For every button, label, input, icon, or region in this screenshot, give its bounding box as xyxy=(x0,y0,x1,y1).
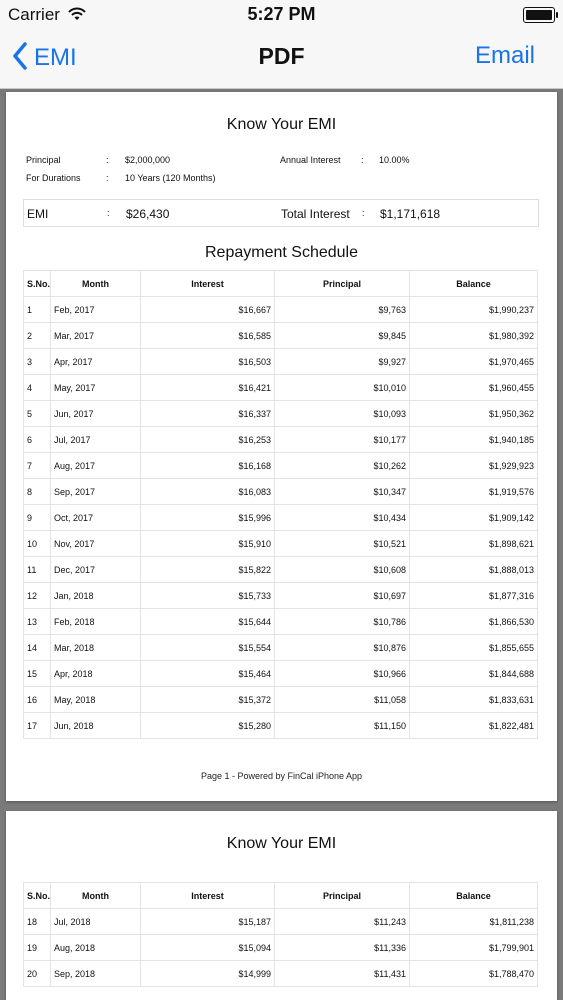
battery-icon xyxy=(523,7,555,23)
table-cell: $1,844,688 xyxy=(410,661,538,687)
table-cell: $1,898,621 xyxy=(410,531,538,557)
table-cell: 13 xyxy=(24,609,51,635)
total-interest-label: Total Interest xyxy=(281,207,350,221)
table-cell: $1,855,655 xyxy=(410,635,538,661)
table-cell: Sep, 2018 xyxy=(51,961,141,987)
table-header-row xyxy=(24,271,538,297)
table-cell: $10,262 xyxy=(275,453,410,479)
annual-interest-label: Annual Interest xyxy=(280,155,341,165)
column-header: Balance xyxy=(410,883,538,909)
table-cell: $15,996 xyxy=(141,505,275,531)
emi-summary-box xyxy=(23,199,539,227)
table-cell: 6 xyxy=(24,427,51,453)
table-cell: $1,866,530 xyxy=(410,609,538,635)
table-cell: $15,733 xyxy=(141,583,275,609)
table-cell: Feb, 2017 xyxy=(51,297,141,323)
table-cell: 14 xyxy=(24,635,51,661)
table-cell: $15,372 xyxy=(141,687,275,713)
table-row xyxy=(24,609,538,635)
table-cell: $15,464 xyxy=(141,661,275,687)
table-cell: $15,644 xyxy=(141,609,275,635)
table-cell: Aug, 2018 xyxy=(51,935,141,961)
document-title: Know Your EMI xyxy=(226,116,337,133)
table-cell: Jun, 2017 xyxy=(51,401,141,427)
emi-label: EMI xyxy=(27,207,49,221)
table-row xyxy=(24,323,538,349)
table-cell: Sep, 2017 xyxy=(51,479,141,505)
table-header-row xyxy=(24,883,538,909)
table-cell: $1,788,470 xyxy=(410,961,538,987)
table-row xyxy=(24,349,538,375)
table-cell: Mar, 2017 xyxy=(51,323,141,349)
table-cell: $1,950,362 xyxy=(410,401,538,427)
table-cell: 19 xyxy=(24,935,51,961)
table-cell: Dec, 2017 xyxy=(51,557,141,583)
table-row xyxy=(24,557,538,583)
table-cell: $15,822 xyxy=(141,557,275,583)
table-cell: $15,910 xyxy=(141,531,275,557)
column-header: S.No. xyxy=(24,883,51,909)
table-row xyxy=(24,661,538,687)
table-cell: $1,877,316 xyxy=(410,583,538,609)
column-header: Interest xyxy=(141,883,275,909)
table-cell: $9,927 xyxy=(275,349,410,375)
back-label: EMI xyxy=(34,44,77,71)
table-cell: $1,980,392 xyxy=(410,323,538,349)
table-cell: Aug, 2017 xyxy=(51,453,141,479)
table-row xyxy=(24,505,538,531)
table-cell: May, 2018 xyxy=(51,687,141,713)
status-bar xyxy=(0,0,563,30)
total-interest-value: $1,171,618 xyxy=(380,207,441,221)
column-header: Interest xyxy=(141,271,275,297)
pdf-viewer[interactable] xyxy=(0,89,563,1000)
colon: : xyxy=(106,173,109,183)
table-cell: Oct, 2017 xyxy=(51,505,141,531)
table-cell: $10,786 xyxy=(275,609,410,635)
table-cell: $14,999 xyxy=(141,961,275,987)
table-cell: $10,010 xyxy=(275,375,410,401)
table-row xyxy=(24,635,538,661)
table-cell: $11,431 xyxy=(275,961,410,987)
table-cell: Apr, 2017 xyxy=(51,349,141,375)
table-cell: 5 xyxy=(24,401,51,427)
column-header: Month xyxy=(51,883,141,909)
annual-interest-value: 10.00% xyxy=(379,155,410,165)
table-cell: $16,585 xyxy=(141,323,275,349)
table-row xyxy=(24,479,538,505)
table-cell: May, 2017 xyxy=(51,375,141,401)
table-row xyxy=(24,961,538,987)
table-cell: $9,845 xyxy=(275,323,410,349)
table-row xyxy=(24,583,538,609)
column-header: Principal xyxy=(275,883,410,909)
table-cell: $1,940,185 xyxy=(410,427,538,453)
table-cell: $10,697 xyxy=(275,583,410,609)
status-time: 5:27 PM xyxy=(247,4,316,24)
table-cell: $1,811,238 xyxy=(410,909,538,935)
table-cell: $1,929,923 xyxy=(410,453,538,479)
colon: : xyxy=(361,155,364,165)
navigation-bar xyxy=(0,30,563,89)
table-cell: $10,177 xyxy=(275,427,410,453)
table-row xyxy=(24,935,538,961)
page-title: PDF xyxy=(258,43,305,69)
table-cell: $1,990,237 xyxy=(410,297,538,323)
table-cell: Jan, 2018 xyxy=(51,583,141,609)
table-cell: Apr, 2018 xyxy=(51,661,141,687)
table-cell: $16,503 xyxy=(141,349,275,375)
table-cell: $1,822,481 xyxy=(410,713,538,739)
carrier-label: Carrier xyxy=(8,5,60,24)
document-title: Know Your EMI xyxy=(226,835,337,852)
table-cell: 1 xyxy=(24,297,51,323)
principal-label: Principal xyxy=(26,155,61,165)
table-cell: $10,876 xyxy=(275,635,410,661)
column-header: Balance xyxy=(410,271,538,297)
table-row xyxy=(24,713,538,739)
table-cell: $16,253 xyxy=(141,427,275,453)
table-cell: Nov, 2017 xyxy=(51,531,141,557)
table-cell: Jul, 2017 xyxy=(51,427,141,453)
table-row xyxy=(24,427,538,453)
table-cell: $1,970,465 xyxy=(410,349,538,375)
page-footer: Page 1 - Powered by FinCal iPhone App xyxy=(200,771,363,781)
table-cell: $16,667 xyxy=(141,297,275,323)
table-cell: $1,833,631 xyxy=(410,687,538,713)
table-cell: $10,521 xyxy=(275,531,410,557)
table-row xyxy=(24,531,538,557)
table-cell: 11 xyxy=(24,557,51,583)
table-cell: 7 xyxy=(24,453,51,479)
colon: : xyxy=(107,208,110,218)
table-cell: $1,799,901 xyxy=(410,935,538,961)
table-cell: $9,763 xyxy=(275,297,410,323)
table-cell: $15,554 xyxy=(141,635,275,661)
schedule-title: Repayment Schedule xyxy=(205,244,358,261)
table-cell: 3 xyxy=(24,349,51,375)
table-cell: 17 xyxy=(24,713,51,739)
pdf-page-1 xyxy=(6,92,557,801)
table-cell: $16,168 xyxy=(141,453,275,479)
table-cell: 4 xyxy=(24,375,51,401)
email-button[interactable]: Email xyxy=(474,42,535,69)
column-header: Month xyxy=(51,271,141,297)
duration-value: 10 Years (120 Months) xyxy=(125,173,216,183)
table-cell: $11,150 xyxy=(275,713,410,739)
principal-value: $2,000,000 xyxy=(125,155,171,165)
table-row xyxy=(24,401,538,427)
table-cell: $10,608 xyxy=(275,557,410,583)
table-cell: 15 xyxy=(24,661,51,687)
table-cell: 12 xyxy=(24,583,51,609)
table-cell: $10,093 xyxy=(275,401,410,427)
table-row xyxy=(24,375,538,401)
table-cell: $11,243 xyxy=(275,909,410,935)
table-cell: $16,337 xyxy=(141,401,275,427)
duration-label: For Durations xyxy=(26,173,81,183)
table-cell: 18 xyxy=(24,909,51,935)
repayment-table xyxy=(23,882,538,987)
table-cell: $10,434 xyxy=(275,505,410,531)
table-row xyxy=(24,687,538,713)
emi-value: $26,430 xyxy=(126,207,170,221)
colon: : xyxy=(106,155,109,165)
table-cell: Mar, 2018 xyxy=(51,635,141,661)
table-cell: $11,336 xyxy=(275,935,410,961)
table-cell: $1,960,455 xyxy=(410,375,538,401)
colon: : xyxy=(362,208,365,218)
table-cell: Jun, 2018 xyxy=(51,713,141,739)
table-cell: $16,083 xyxy=(141,479,275,505)
table-cell: 20 xyxy=(24,961,51,987)
table-cell: $1,909,142 xyxy=(410,505,538,531)
column-header: Principal xyxy=(275,271,410,297)
table-cell: $15,187 xyxy=(141,909,275,935)
table-cell: $11,058 xyxy=(275,687,410,713)
table-cell: $1,888,013 xyxy=(410,557,538,583)
table-row xyxy=(24,453,538,479)
table-cell: $15,280 xyxy=(141,713,275,739)
table-row xyxy=(24,909,538,935)
table-cell: $10,966 xyxy=(275,661,410,687)
repayment-table xyxy=(23,270,538,739)
table-cell: $16,421 xyxy=(141,375,275,401)
table-cell: 10 xyxy=(24,531,51,557)
table-cell: 9 xyxy=(24,505,51,531)
table-cell: 8 xyxy=(24,479,51,505)
table-cell: 2 xyxy=(24,323,51,349)
table-cell: $10,347 xyxy=(275,479,410,505)
column-header: S.No. xyxy=(24,271,51,297)
table-cell: Jul, 2018 xyxy=(51,909,141,935)
table-cell: Feb, 2018 xyxy=(51,609,141,635)
table-cell: $15,094 xyxy=(141,935,275,961)
table-cell: $1,919,576 xyxy=(410,479,538,505)
table-row xyxy=(24,297,538,323)
pdf-page-2 xyxy=(6,811,557,1000)
table-cell: 16 xyxy=(24,687,51,713)
